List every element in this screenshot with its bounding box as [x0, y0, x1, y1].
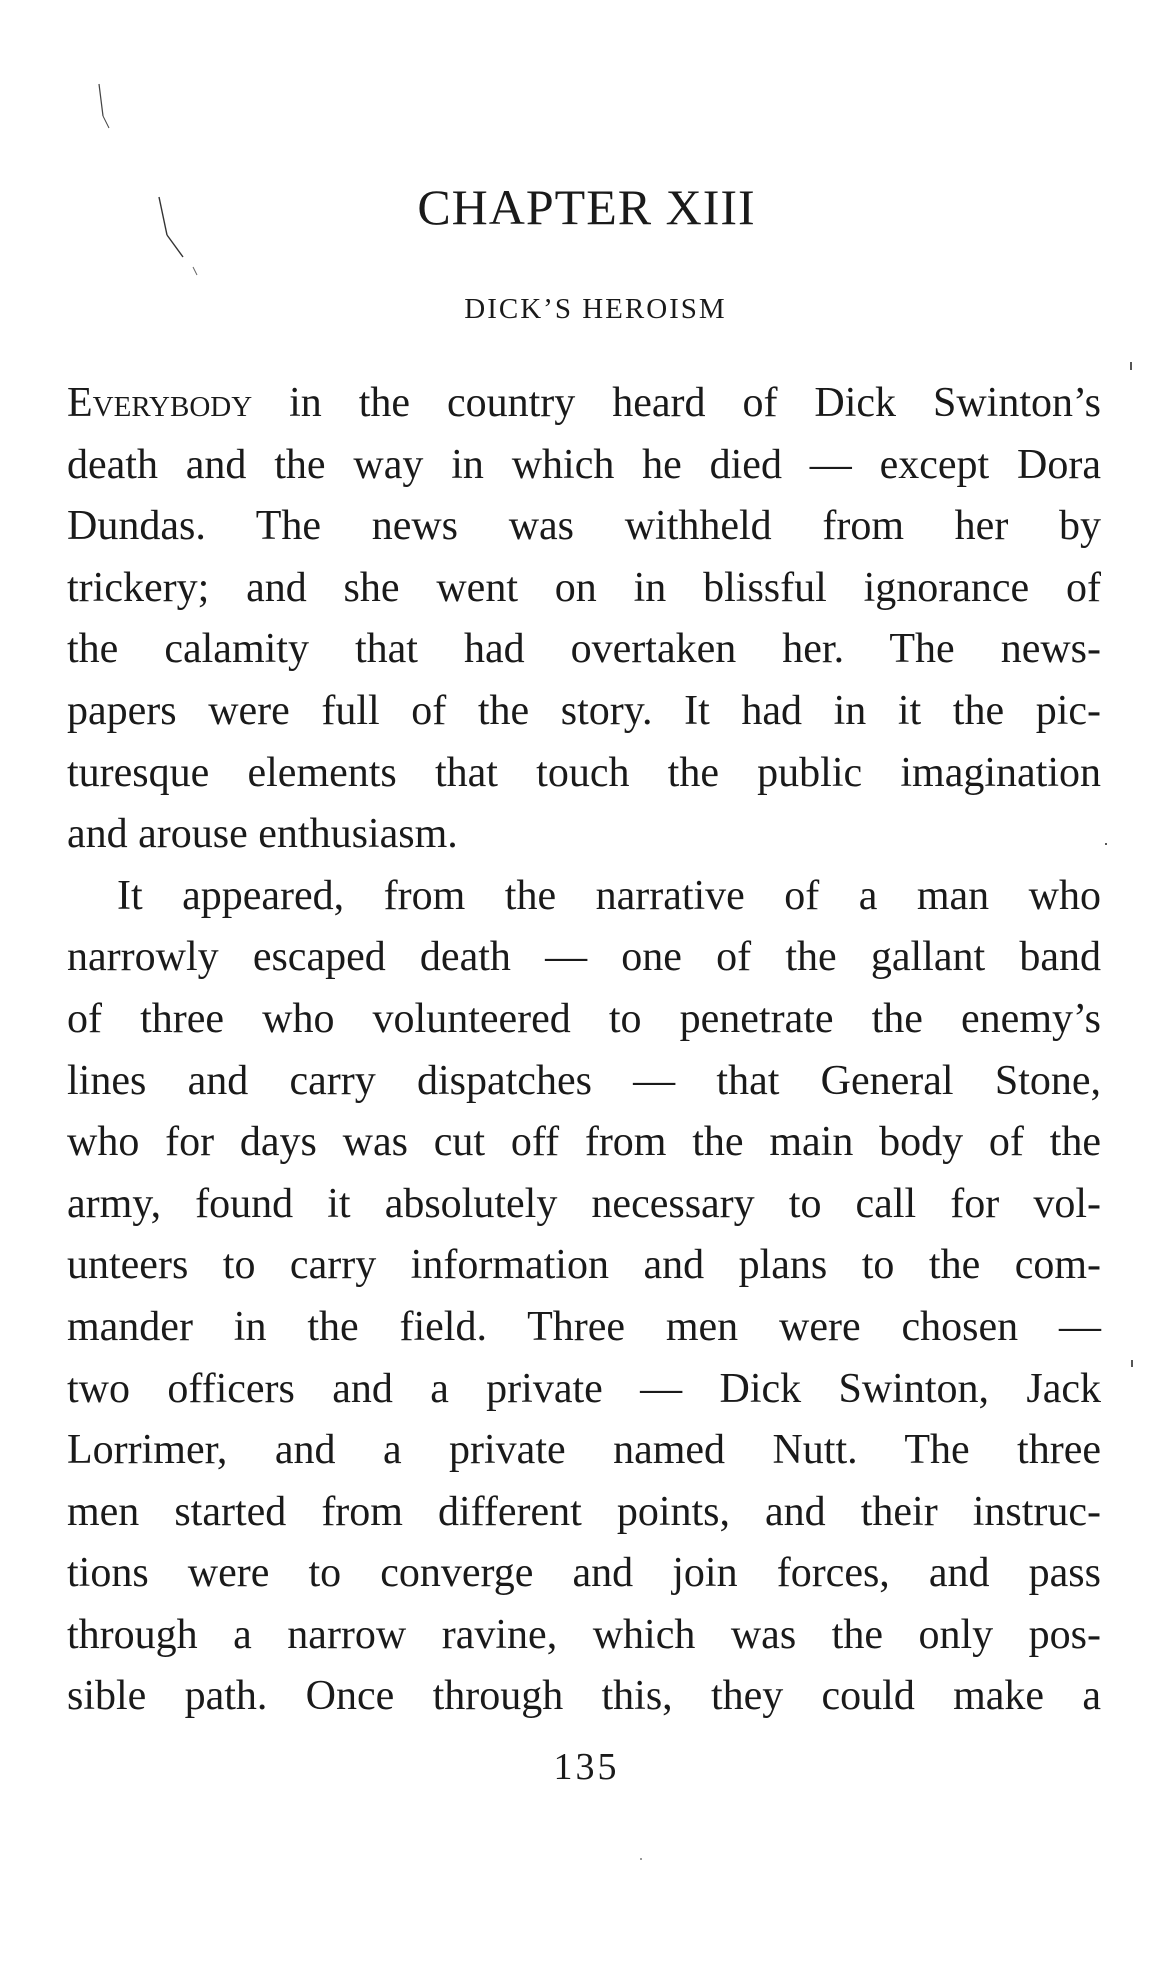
- chapter-subtitle: DICK’S HEROISM: [464, 293, 727, 325]
- opening-word: Everybody: [67, 380, 253, 426]
- scan-speck: [640, 1858, 642, 1860]
- text-line: lines and carry dispatches — that General Stone,: [67, 1057, 1101, 1104]
- text-line: two officers and a private — Dick Swinton, Jack: [67, 1365, 1101, 1412]
- scan-speck: [1105, 843, 1107, 845]
- scan-speck: [1131, 1360, 1133, 1367]
- text-line: tions were to converge and join forces, and pass: [67, 1550, 1101, 1597]
- scan-mark: [95, 80, 125, 280]
- text-line: Lorrimer, and a private named Nutt. The three: [67, 1427, 1101, 1474]
- text-line: and arouse enthusiasm.: [67, 811, 458, 858]
- text-line: the calamity that had overtaken her. The news-: [67, 626, 1101, 673]
- text-line: death and the way in which he died — except Dora: [67, 441, 1101, 488]
- text-line: mander in the field. Three men were chosen —: [67, 1303, 1101, 1350]
- text-line: papers were full of the story. It had in it the pic-: [67, 687, 1101, 734]
- text-line: [67, 373, 1101, 435]
- body-text: [67, 373, 1101, 1728]
- chapter-title: CHAPTER XIII: [417, 179, 756, 235]
- text-line: who for days was cut off from the main body of the: [67, 1119, 1101, 1166]
- text-line: of three who volunteered to penetrate the enemy’s: [67, 995, 1101, 1042]
- scan-speck: [1130, 362, 1132, 370]
- text-line: Dundas. The news was withheld from her by: [67, 503, 1101, 550]
- text-line: trickery; and she went on in blissful ignorance of: [67, 564, 1101, 611]
- text-line: sible path. Once through this, they could make a: [67, 1673, 1101, 1720]
- text-line: unteers to carry information and plans to the com-: [67, 1242, 1101, 1289]
- text-line: turesque elements that touch the public imagination: [67, 749, 1101, 796]
- text-line: through a narrow ravine, which was the only pos-: [67, 1611, 1101, 1658]
- text-line: It appeared, from the narrative of a man who: [117, 872, 1101, 919]
- text-line: narrowly escaped death — one of the gallant band: [67, 934, 1101, 981]
- text-line: army, found it absolutely necessary to call for vol-: [67, 1180, 1101, 1227]
- text-line-rest: in the country heard of Dick Swinton’s: [252, 380, 1101, 426]
- scan-mark: [155, 195, 205, 295]
- page-number: 135: [553, 1746, 620, 1788]
- text-line: men started from different points, and their instruc-: [67, 1488, 1101, 1535]
